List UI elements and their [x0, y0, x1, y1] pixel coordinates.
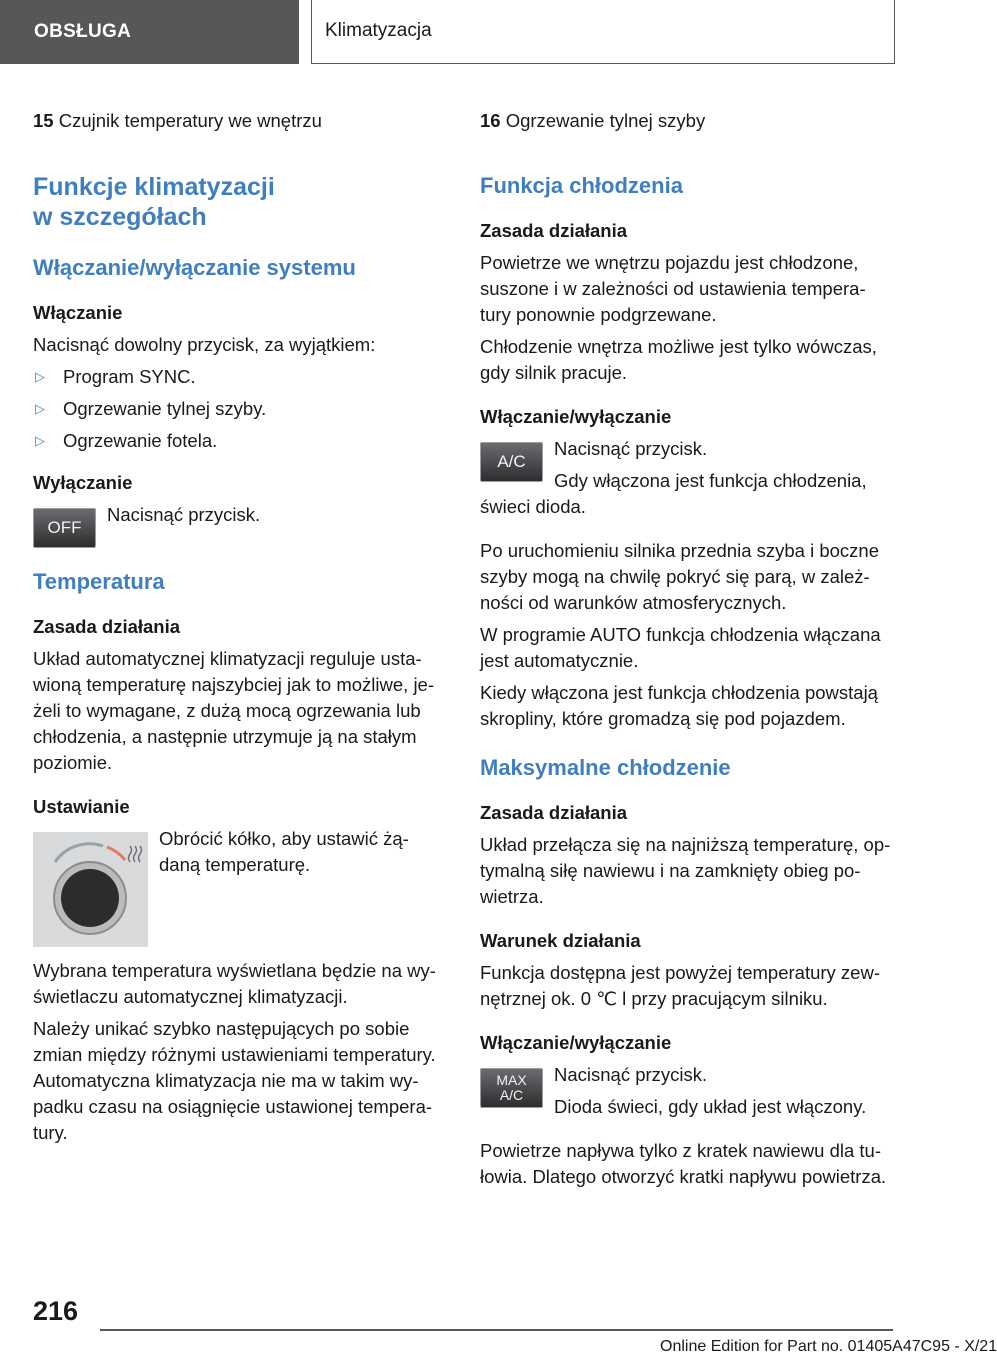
airflow-text: Powietrze napływa tylko z kratek nawiewu dla tu-łowia. Dlatego otworzyć kratki napływu powietrza.	[480, 1140, 887, 1187]
fog-text: Po uruchomieniu silnika przednia szyba i boczne szyby mogą na chwilę pokryć się parą, w zależ-ności od warunków atmosferycznych.	[480, 540, 879, 613]
cool-principle-heading: Zasada działania	[480, 220, 628, 241]
off-heading: Wyłączanie	[33, 472, 133, 493]
cool-principle-text-2: Chłodzenie wnętrza możliwe jest tylko wówczas, gdy silnik pracuje.	[480, 336, 877, 383]
cooling-heading: Funkcja chłodzenia	[480, 173, 683, 198]
edition-note: Online Edition for Part no. 01405A47C95 - X/21	[660, 1338, 997, 1355]
temp-principle-text: Układ automatycznej klimatyzacji reguluje usta-wioną temperaturę najszybciej jak to możliwe, je-żeli to wymagane, z dużą mocą ogrzewania lub chłodzenia, a następnie utrzymuje ją na stałym poziomie.	[33, 648, 435, 773]
triangle-bullet-icon: ▷	[35, 401, 45, 416]
list-item: ▷ Ogrzewanie tylnej szyby.	[33, 396, 448, 422]
right-column	[480, 108, 895, 1190]
max-text-2: Dioda świeci, gdy układ jest włączony.	[554, 1096, 867, 1117]
avoid-text: Należy unikać szybko następujących po sobie zmian między różnymi ustawieniami temperatury. Automatyczna klimatyzacja nie ma w takim wy-padku czasu na osiągnięcie ustawionej tempera-tury.	[33, 1018, 436, 1143]
auto-text: W programie AUTO funkcja chłodzenia włączana jest automatycznie.	[480, 624, 881, 671]
section-tab: OBSŁUGA	[0, 0, 299, 64]
figure-caption-16: 16 Ogrzewanie tylnej szyby	[480, 110, 706, 131]
list-item: ▷ Program SYNC.	[33, 364, 448, 390]
footer-divider	[100, 1329, 893, 1331]
cool-onoff-heading: Włączanie/wyłączanie	[480, 406, 672, 427]
on-text: Nacisnąć dowolny przycisk, za wyjątkiem:	[33, 334, 376, 355]
temperature-heading: Temperatura	[33, 569, 165, 594]
triangle-bullet-icon: ▷	[35, 433, 45, 448]
max-principle-heading: Zasada działania	[480, 802, 628, 823]
ac-button-row	[480, 436, 895, 520]
page-header	[0, 0, 960, 66]
knob-icon	[33, 832, 148, 947]
on-heading: Włączanie	[33, 302, 123, 323]
left-column	[33, 108, 448, 1146]
figure-caption-15: 15 Czujnik temperatury we wnętrzu	[33, 110, 322, 131]
ac-text-2: Gdy włączona jest funkcja chłodzenia, świeci dioda.	[480, 470, 867, 517]
temp-principle-heading: Zasada działania	[33, 616, 181, 637]
condition-heading: Warunek działania	[480, 930, 641, 951]
setting-text: Obrócić kółko, aby ustawić żą-daną temperaturę.	[159, 828, 409, 875]
max-ac-button-row	[480, 1062, 895, 1120]
max-cooling-heading: Maksymalne chłodzenie	[480, 755, 731, 780]
cool-principle-text-1: Powietrze we wnętrzu pojazdu jest chłodzone, suszone i w zależności od ustawienia tempera-tury ponownie podgrzewane.	[480, 252, 866, 325]
off-button-image: OFF	[33, 508, 96, 548]
condition-text: Funkcja dostępna jest powyżej temperatury zew-nętrznej ok. 0 ℃ l przy pracującym silniku.	[480, 962, 880, 1009]
max-principle-text: Układ przełącza się na najniższą temperaturę, op-tymalną siłę nawiewu i na zamknięty obieg po-wietrza.	[480, 834, 891, 907]
max-onoff-heading: Włączanie/wyłączanie	[480, 1032, 672, 1053]
knob-row	[33, 826, 448, 946]
onoff-heading: Włączanie/wyłączanie systemu	[33, 255, 356, 280]
exception-list	[33, 364, 448, 454]
list-item: ▷ Ogrzewanie fotela.	[33, 428, 448, 454]
ac-text-1: Nacisnąć przycisk.	[554, 438, 708, 459]
off-text: Nacisnąć przycisk.	[107, 504, 261, 525]
temperature-knob-image	[33, 832, 148, 947]
section-title: Funkcje klimatyzacji w szczegółach	[33, 173, 275, 231]
page-number: 216	[33, 1296, 79, 1326]
max-ac-button-image: MAX A/C	[480, 1068, 543, 1108]
max-text-1: Nacisnąć przycisk.	[554, 1064, 708, 1085]
setting-heading: Ustawianie	[33, 796, 130, 817]
triangle-bullet-icon: ▷	[35, 369, 45, 384]
off-button-row	[33, 502, 448, 546]
ac-button-image: A/C	[480, 442, 543, 482]
chapter-tab: Klimatyzacja	[311, 0, 895, 64]
condense-text: Kiedy włączona jest funkcja chłodzenia powstają skropliny, które gromadzą się pod pojazdem.	[480, 682, 878, 729]
display-text: Wybrana temperatura wyświetlana będzie na wy-świetlaczu automatycznej klimatyzacji.	[33, 960, 436, 1007]
